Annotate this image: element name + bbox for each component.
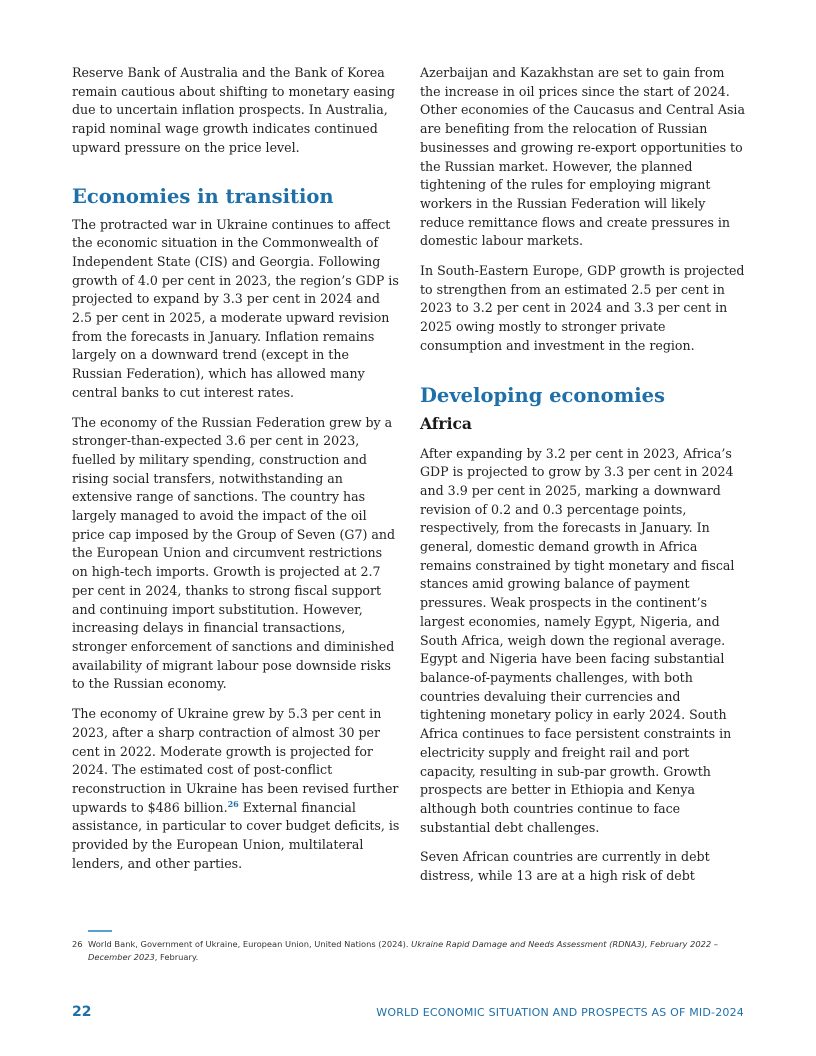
running-footer-title: WORLD ECONOMIC SITUATION AND PROSPECTS AS OF MID-2024 (376, 1006, 744, 1019)
section-heading-economies-in-transition: Economies in transition (72, 184, 334, 208)
ukraine-text-after-ref: External financial assistance, in particular to cover budget deficits, is provided by the European Union, multilateral lenders, and other parties. (72, 799, 400, 871)
paragraph-south-eastern-europe: In South-Eastern Europe, GDP growth is projected to strengthen from an estimated 2.5 per cent in 2023 to 3.2 per cent in 2024 and 3.3 per cent in 2025 owing mostly to stronger private consumption and investment in the region. (420, 263, 745, 353)
footnote-date: , February. (154, 952, 199, 962)
footnote-source: World Bank, Government of Ukraine, European Union, United Nations (2024). (88, 939, 412, 949)
footnote-number: 26 (72, 939, 83, 949)
page-number: 22 (72, 1004, 92, 1020)
footnote-26 (72, 938, 732, 964)
africa-paragraph-outlook: After expanding by 3.2 per cent in 2023, Africa’s GDP is projected to grow by 3.3 per cent in 2024 and 3.9 per cent in 2025, marking a downward revision of 0.2 and 0.3 percentage points, respectively, from the forecasts in January. In general, domestic demand growth in Africa remains constrained by tight monetary and fiscal stances amid growing balance of payment pressures. Weak prospects in the continent’s largest economies, namely Egypt, Nigeria, and South Africa, weigh down the regional average. Egypt and Nigeria have been facing substantial balance-of-payments challenges, with both countries devaluing their currencies and tightening monetary policy in early 2024. South Africa continues to face persistent constraints in electricity supply and freight rail and port capacity, resulting in sub-par growth. Growth prospects are better in Ethiopia and Kenya although both countries continue to face substantial debt challenges. (420, 445, 735, 835)
ukraine-text-before-ref: The economy of Ukraine grew by 5.3 per cent in 2023, after a sharp contraction of almost 30 per cent in 2022. Moderate growth is projected for 2024. The estimated cost of post-conflict reconstruction in Ukraine has been revised further upwards to $486 billion. (72, 706, 399, 815)
transition-paragraph-ukraine (72, 705, 400, 873)
transition-paragraph-cis: The protracted war in Ukraine continues to affect the economic situation in the Commonwealth of Independent State (CIS) and Georgia. Following growth of 4.0 per cent in 2023, the region’s GDP is projected to expand by 3.3 per cent in 2024 and 2.5 per cent in 2025, a moderate upward revision from the forecasts in January. Inflation remains largely on a downward trend (except in the Russian Federation), which has allowed many central banks to cut interest rates. (72, 216, 399, 400)
intro-paragraph: Reserve Bank of Australia and the Bank of Korea remain cautious about shifting to monetary easing due to uncertain inflation prospects. In Australia, rapid nominal wage growth indicates continued upward pressure on the price level. (72, 65, 395, 155)
footnote-report-title: Ukraine Rapid Damage and Needs Assessment (RDNA3), February 2022 – December 2023 (88, 939, 718, 962)
africa-paragraph-debt: Seven African countries are currently in debt distress, while 13 are at a high risk of debt (420, 849, 710, 884)
footnote-text (88, 938, 732, 964)
footnote-divider (88, 930, 112, 932)
subsection-heading-africa: Africa (420, 413, 472, 433)
section-heading-developing-economies: Developing economies (420, 383, 666, 407)
left-column (72, 64, 400, 884)
right-column (420, 64, 748, 897)
continuation-paragraph-caucasus: Azerbaijan and Kazakhstan are set to gain from the increase in oil prices since the start of 2024. Other economies of the Caucasus and Central Asia are benefiting from the relocation of Russian businesses and growing re-export opportunities to the Russian market. However, the planned tightening of the rules for employing migrant workers in the Russian Federation will likely reduce remittance flows and create pressures in domestic labour markets. (420, 65, 745, 249)
footnote-reference-26[interactable]: 26 (227, 798, 239, 809)
transition-paragraph-russia: The economy of the Russian Federation grew by a stronger-than-expected 3.6 per cent in 2023, fuelled by military spending, construction and rising social transfers, notwithstanding an extensive range of sanctions. The country has largely managed to avoid the impact of the oil price cap imposed by the Group of Seven (G7) and the European Union and circumvent restrictions on high-tech imports. Growth is projected at 2.7 per cent in 2024, thanks to strong fiscal support and continuing import substitution. However, increasing delays in financial transactions, stronger enforcement of sanctions and diminished availability of migrant labour pose downside risks to the Russian economy. (72, 414, 396, 692)
